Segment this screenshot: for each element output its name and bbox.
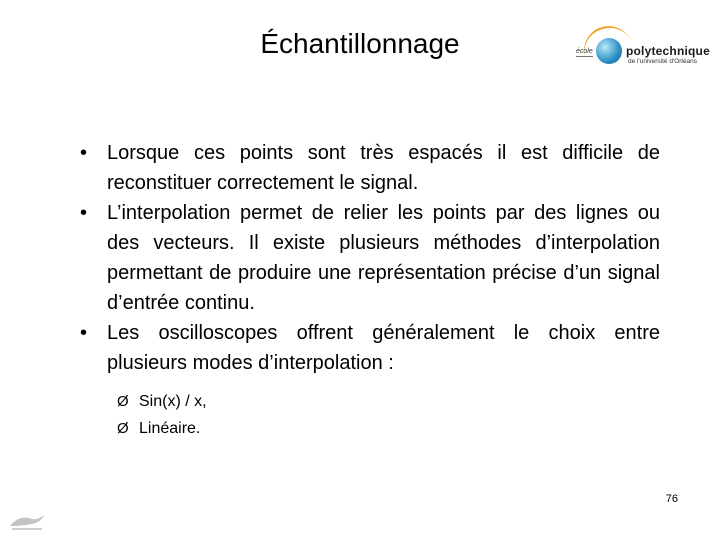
slide-body (80, 138, 660, 442)
sub-bullet-text: Sin(x) / x, (139, 393, 207, 410)
footer-logo-icon (6, 510, 48, 534)
bullet-item (80, 138, 660, 198)
bullet-icon: • (80, 142, 88, 164)
logo-globe-icon (596, 38, 622, 64)
arrow-bullet-icon: Ø (117, 393, 129, 410)
logo-subtitle-text: de l'université d'Orléans (628, 58, 697, 65)
sub-bullet-text: Linéaire. (139, 420, 201, 437)
bullet-text: Lorsque ces points sont très espacés il est difficile de reconstituer correctement le signal. (107, 142, 660, 194)
bullet-item (80, 318, 660, 378)
bullet-text: Les oscilloscopes offrent généralement le choix entre plusieurs modes d’interpolation : (107, 322, 660, 374)
arrow-bullet-icon: Ø (117, 420, 129, 437)
logo-name-text: polytechnique (626, 44, 710, 58)
bullet-icon: • (80, 202, 88, 224)
sub-bullet-item (117, 388, 660, 415)
logo-ecole-text: école (576, 48, 593, 55)
polytech-logo (574, 18, 710, 80)
sub-bullet-item (117, 415, 660, 442)
page-number: 76 (665, 493, 678, 505)
bullet-item (80, 198, 660, 318)
bullet-text: L’interpolation permet de relier les points par des lignes ou des vecteurs. Il existe plusieurs méthodes d’interpolation permettant de produire une représentation précise d’un signal d’entrée continu. (107, 202, 660, 314)
bullet-icon: • (80, 322, 88, 344)
sub-bullet-list (80, 388, 660, 442)
slide-title: Échantillonnage (260, 28, 460, 59)
